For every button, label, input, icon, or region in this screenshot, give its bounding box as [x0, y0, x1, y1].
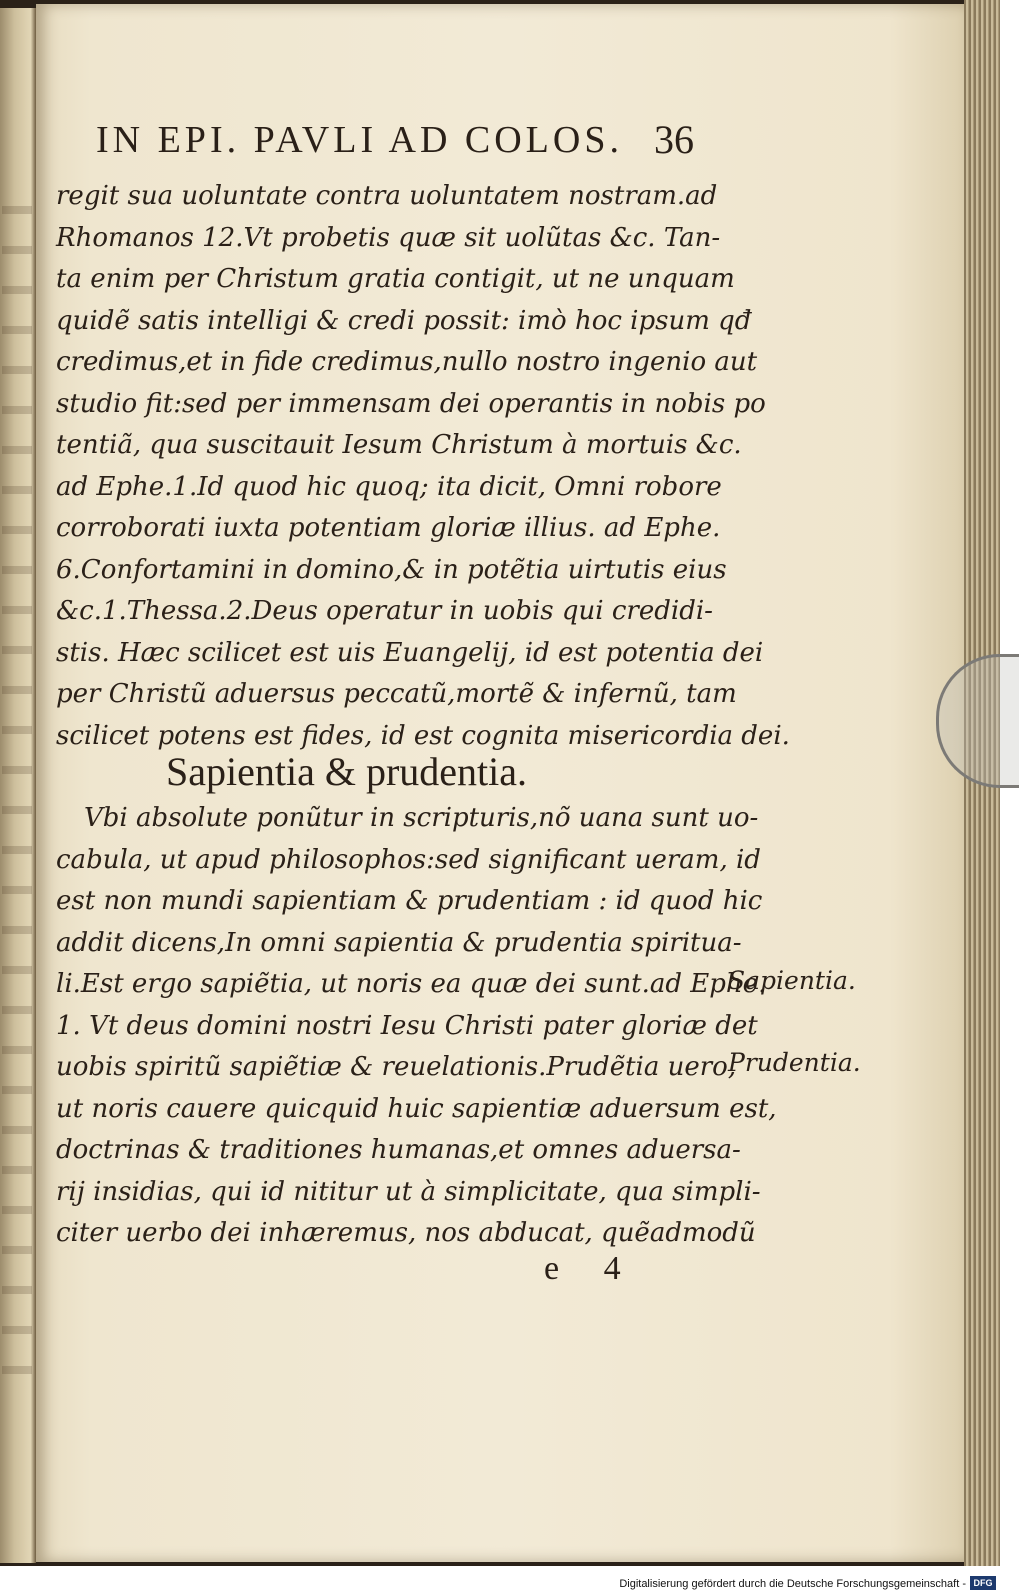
text-line: stis. Hæc scilicet est uis Euangelij, id est potentia dei [56, 637, 764, 668]
text-line: ut noris cauere quicquid huic sapientiæ aduersum est, [56, 1093, 777, 1124]
margin-note-prudentia: Prudentia. [728, 1048, 861, 1077]
text-line: studio fit:sed per immensam dei operantis in nobis po [56, 388, 766, 419]
text-line: 6.Confortamini in domino,& in potẽtia uirtutis eius [56, 554, 727, 585]
text-line: quidẽ satis intelligi & credi possit: imò hoc ipsum qđ [56, 305, 752, 336]
text-line: li.Est ergo sapiẽtia, ut noris ea quæ dei sunt.ad Ephe. [56, 969, 767, 999]
folio-number: 36 [654, 117, 694, 162]
signature-mark: e 4 [544, 1250, 639, 1287]
footer-bar [0, 1568, 1000, 1596]
text-block-top [56, 176, 790, 757]
text-line: &c.1.Thessa.2.Deus operatur in uobis qui credidi- [56, 596, 713, 626]
text-line: addit dicens,In omni sapientia & prudentia spiritua- [56, 927, 742, 958]
text-line: ad Ephe.1.Id quod hic quoq; ita dicit, Omni robore [56, 471, 722, 502]
text-line: citer uerbo dei inhæremus, nos abducat, quẽadmodũ [56, 1218, 756, 1248]
funding-credit: Digitalisierung gefördert durch die Deutsche Forschungsgemeinschaft - [619, 1578, 966, 1590]
text-line: tentiã, qua suscitauit Iesum Christum à mortuis &c. [56, 430, 742, 460]
text-line: est non mundi sapientiam & prudentiam : id quod hic [56, 886, 763, 916]
text-line: 1. Vt deus domini nostri Iesu Christi pater gloriæ det [56, 1010, 758, 1041]
text-line: rij insidias, qui id nititur ut à simplicitate, qua simpli- [56, 1176, 761, 1207]
text-line: ta enim per Christum gratia contigit, ut ne unquam [56, 264, 735, 294]
text-line: doctrinas & traditiones humanas,et omnes aduersa- [56, 1135, 741, 1165]
text-block-bottom [56, 798, 777, 1255]
dfg-logo: DFG [970, 1576, 996, 1590]
text-line: uobis spiritũ sapiẽtiæ & reuelationis.Prudẽtia uero, [56, 1052, 737, 1082]
text-line: Vbi absolute ponũtur in scripturis,nõ uana sunt uo- [84, 803, 759, 833]
text-line: per Christũ aduersus peccatũ,mortẽ & infernũ, tam [56, 679, 737, 709]
text-line: credimus,et in fide credimus,nullo nostro ingenio aut [56, 347, 758, 377]
show-through-marks [2, 188, 32, 1388]
text-line: regit sua uoluntate contra uoluntatem nostram.ad [56, 181, 718, 211]
margin-note-sapientia: Sapientia. [728, 966, 856, 995]
text-line: corroborati iuxta potentiam gloriæ illius. ad Ephe. [56, 513, 721, 543]
text-line: cabula, ut apud philosophos:sed significant ueram, id [56, 844, 761, 875]
text-line: Rhomanos 12.Vt probetis quæ sit uolũtas &c. Tan- [56, 222, 721, 253]
running-head: IN EPI. PAVLI AD COLOS. [96, 119, 623, 161]
previous-page-edge [0, 8, 36, 1563]
section-heading: Sapientia & prudentia. [166, 749, 528, 794]
text-line: scilicet potens est fides, id est cognita misericordia dei. [56, 720, 790, 751]
